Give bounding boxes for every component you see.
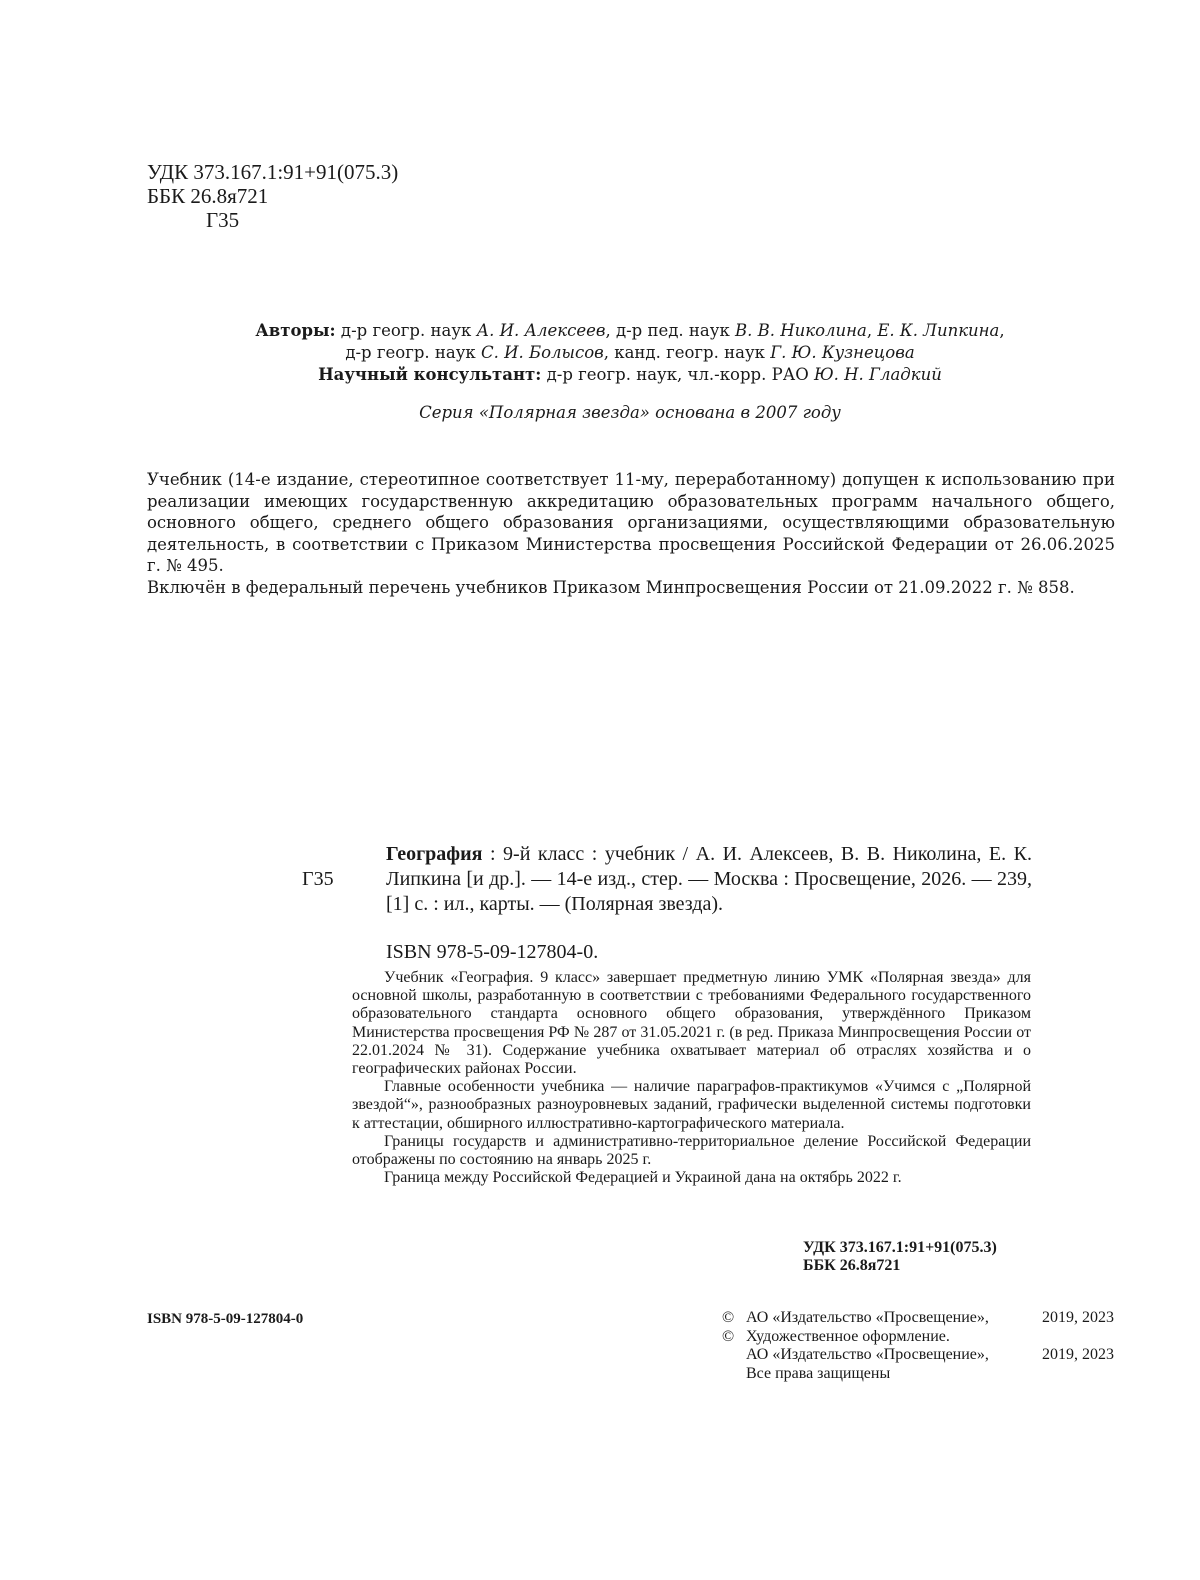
authors-label: Авторы: <box>255 321 336 340</box>
copyright-line <box>722 1309 1114 1328</box>
author-degree: , канд. геогр. наук <box>603 343 765 362</box>
copyright-holder: АО «Издательство «Просвещение», <box>746 1309 989 1326</box>
annotation-paragraph: Учебник «География. 9 класс» завершает предметную линию УМК «Полярная звезда» для основной школы, разработанную в соответствии с требованиями Федерального государственного образовательного стандарта основного общего образования, утверждённого Приказом Министерства просвещения РФ № 287 от 31.05.2021 г. (в ред. Приказа Минпросвещения России от 22.01.2024 № 31). Содержание учебника охватывает материал об отраслях хозяйства и о географических районах России. <box>352 969 1031 1078</box>
authors-block <box>147 320 1113 386</box>
annotation-paragraph: Граница между Российской Федерацией и Украиной дана на октябрь 2022 г. <box>384 1169 902 1187</box>
card-classification <box>803 1239 997 1275</box>
book-description: : 9-й класс : учебник / А. И. Алексеев, В. В. Николина, Е. К. Липкина [и др.]. — 14-е изд., стер. — Москва : Просвещение, 2026. — 239, [1] с. : ил., карты. — (Полярная звезда). <box>386 843 1032 915</box>
bbk-code: ББК 26.8я721 <box>147 184 269 208</box>
copyright-line <box>722 1328 1114 1347</box>
series-note: Серия «Полярная звезда» основана в 2007 году <box>419 403 841 422</box>
classification-block <box>147 160 398 232</box>
copyright-line <box>722 1346 1114 1365</box>
copyright-years: 2019, 2023 <box>1042 1346 1114 1363</box>
consultant-name: Ю. Н. Гладкий <box>813 365 942 384</box>
authors-line-2 <box>147 342 1113 364</box>
author-degree: д-р геогр. наук <box>340 321 472 340</box>
book-title: География <box>386 843 483 865</box>
copyright-design: Художественное оформление. <box>746 1327 950 1345</box>
card-author-mark: Г35 <box>302 868 334 890</box>
author-mark: Г35 <box>206 208 240 232</box>
udk-code: УДК 373.167.1:91+91(075.3) <box>147 160 399 184</box>
author-degree: д-р геогр. наук <box>345 343 476 362</box>
author-name: А. И. Алексеев <box>476 321 606 340</box>
authors-line-1 <box>147 320 1113 342</box>
annotation-paragraph: Границы государств и административно-территориальное деление Российской Федерации отображены по состоянию на январь 2025 г. <box>352 1132 1031 1169</box>
card-description <box>386 842 1032 917</box>
annotation-paragraph: Главные особенности учебника — наличие параграфов-практикумов «Учимся с „Полярной звездой“», разнообразных разноуровневых заданий, графически выделенной системы подготовки к аттестации, обширного иллюстративно-картографического материала. <box>352 1078 1031 1132</box>
separator: , <box>999 321 1005 340</box>
consultant-degree: д-р геогр. наук, чл.-корр. РАО <box>546 365 809 384</box>
separator: , <box>866 321 873 340</box>
copyright-holder: АО «Издательство «Просвещение», <box>746 1346 989 1363</box>
author-name: С. И. Болысов <box>481 343 604 362</box>
author-name: В. В. Николина <box>735 321 867 340</box>
copyright-years: 2019, 2023 <box>1042 1309 1114 1326</box>
federal-list-text: Включён в федеральный перечень учебников Приказом Минпросвещения России от 21.09.2022 г. № 858. <box>147 577 1075 597</box>
annotation-block <box>352 969 1031 1187</box>
copyright-icon: © <box>722 1309 735 1326</box>
copyright-icon: © <box>722 1327 735 1345</box>
consultant-line <box>147 364 1113 386</box>
footer-isbn: ISBN 978-5-09-127804-0 <box>147 1311 304 1327</box>
rights-reserved: Все права защищены <box>746 1364 891 1382</box>
copyright-line <box>722 1365 1114 1384</box>
approval-text: Учебник (14-е издание, стереотипное соответствует 11-му, переработанному) допущен к использованию при реализации имеющих государственную аккредитацию образовательных программ начального общего, основного общего, среднего общего образования организациями, осуществляющими образовательную деятельность, в соответствии с Приказом Министерства просвещения Российской Федерации от 26.06.2025 г. № 495. <box>147 470 1115 575</box>
consultant-label: Научный консультант: <box>318 365 542 384</box>
card-bbk: ББК 26.8я721 <box>803 1257 901 1274</box>
copyright-block <box>722 1309 1114 1383</box>
author-degree: , д-р пед. наук <box>605 321 730 340</box>
author-name: Г. Ю. Кузнецова <box>770 343 915 362</box>
approval-block <box>147 469 1115 598</box>
card-isbn: ISBN 978-5-09-127804-0. <box>386 941 599 963</box>
author-name: Е. К. Липкина <box>877 321 1000 340</box>
card-udk: УДК 373.167.1:91+91(075.3) <box>803 1239 997 1256</box>
